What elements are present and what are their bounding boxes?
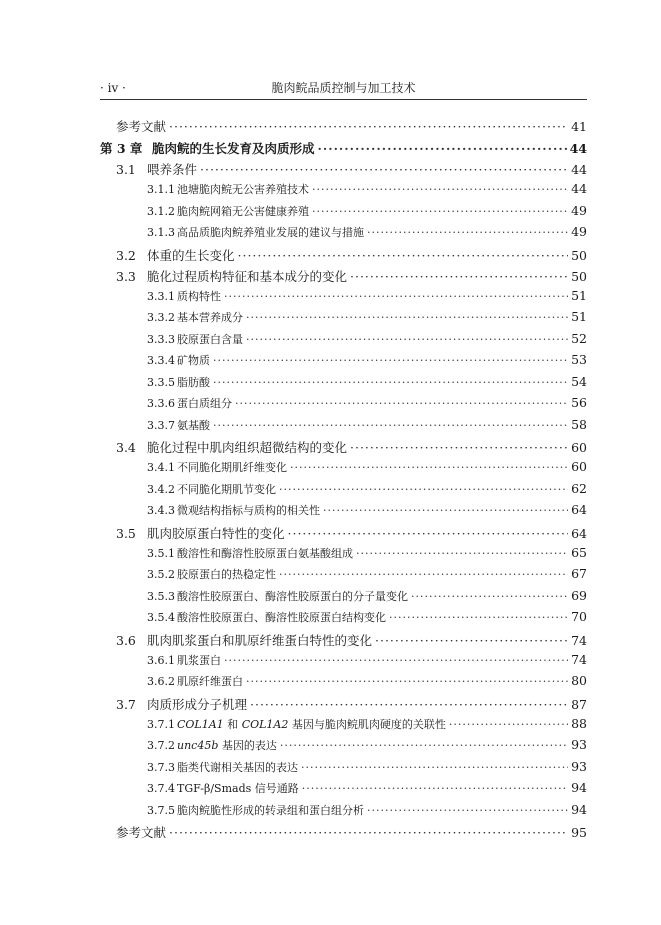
- subsection-number: 3.5.2: [147, 568, 175, 581]
- entry-page: 94: [571, 780, 587, 795]
- toc-entry-3-3-4[interactable]: [100, 352, 587, 374]
- leader-dots: [312, 183, 568, 196]
- gene-name-unc45b: unc45b: [177, 739, 219, 752]
- subsection-title: 脆肉鲩脆性形成的转录组和蛋白组分析: [177, 803, 364, 817]
- subsection-number: 3.3.7: [147, 418, 175, 432]
- toc-entry-3-4-1[interactable]: [100, 459, 587, 481]
- entry-page: 41: [571, 119, 587, 134]
- entry-page: 50: [571, 268, 587, 284]
- leader-dots: [318, 141, 567, 156]
- section-title: 脆化过程中肌肉组织超微结构的变化: [147, 440, 348, 455]
- entry-page: 49: [571, 202, 587, 218]
- leader-dots: [290, 461, 568, 474]
- entry-page: 51: [571, 309, 587, 324]
- leader-dots: [367, 804, 568, 817]
- subsection-title: 脂类代谢相关基因的表达: [177, 760, 298, 774]
- leader-dots: [246, 675, 568, 688]
- section-title: 肌肉胶原蛋白特性的变化: [147, 525, 285, 541]
- subsection-title: 脂肪酸: [177, 375, 210, 389]
- leader-dots: [250, 697, 568, 712]
- toc-entry-chapter-3[interactable]: [100, 139, 587, 160]
- leader-dots: [389, 611, 568, 624]
- entry-page: 60: [571, 459, 587, 474]
- subsection-title: 池塘脆肉鲩无公害养殖技术: [177, 183, 309, 196]
- leader-dots: [235, 397, 568, 410]
- subsection-number: 3.1.1: [147, 183, 175, 196]
- toc-entry-3-7-5[interactable]: [100, 802, 587, 824]
- subsection-title: [177, 716, 446, 732]
- entry-page: 69: [571, 587, 587, 603]
- gene-name-col1a1: COL1A1: [177, 717, 224, 731]
- leader-dots: [449, 718, 568, 731]
- entry-page: 44: [571, 181, 587, 196]
- table-of-contents: [100, 117, 587, 845]
- leader-dots: [200, 162, 568, 177]
- subsection-number: 3.3.4: [147, 354, 175, 367]
- toc-entry-3-4[interactable]: [100, 438, 587, 459]
- toc-entry-3-3-5[interactable]: [100, 374, 587, 396]
- subsection-number: 3.3.3: [147, 332, 175, 346]
- leader-dots: [288, 526, 569, 541]
- toc-entry-3-3-3[interactable]: [100, 331, 587, 353]
- entry-page: 51: [571, 287, 587, 303]
- toc-entry-3-7-1[interactable]: [100, 716, 587, 738]
- entry-page: 58: [571, 416, 587, 432]
- leader-dots: [279, 483, 568, 496]
- subsection-number: 3.4.2: [147, 482, 175, 496]
- subsection-title: 氨基酸: [177, 418, 210, 432]
- entry-page: 64: [571, 525, 587, 541]
- subsection-number: 3.7.3: [147, 760, 175, 774]
- toc-entry-3-7[interactable]: [100, 695, 587, 716]
- subsection-number: 3.5.4: [147, 611, 175, 624]
- chapter-title: 脆肉鲩的生长发育及肉质形成: [152, 141, 315, 156]
- title-connector: 和: [223, 717, 242, 731]
- toc-entry-3-3-1[interactable]: [100, 288, 587, 310]
- entry-page: 44: [569, 141, 587, 156]
- toc-entry-3-7-2[interactable]: [100, 737, 587, 759]
- subsection-number: 3.6.2: [147, 675, 175, 688]
- entry-page: 64: [571, 502, 587, 517]
- toc-entry-3-5-4[interactable]: [100, 609, 587, 631]
- leader-dots: [213, 354, 568, 367]
- subsection-number: 3.1.2: [147, 204, 175, 218]
- toc-entry-3-7-4[interactable]: [100, 780, 587, 802]
- subsection-number: 3.5.1: [147, 546, 175, 560]
- subsection-number: 3.3.2: [147, 311, 175, 324]
- gene-name-col1a2: COL1A2: [241, 717, 289, 731]
- subsection-title: 高品质脆肉鲩养殖业发展的建议与措施: [177, 226, 364, 239]
- section-title: 肌肉肌浆蛋白和肌原纤维蛋白特性的变化: [147, 632, 373, 648]
- subsection-title: 矿物质: [177, 354, 210, 367]
- subsection-number: 3.7.5: [147, 803, 175, 817]
- leader-dots: [350, 440, 568, 455]
- leader-dots: [224, 290, 568, 303]
- leader-dots: [356, 547, 568, 560]
- toc-entry-3-3-2[interactable]: [100, 309, 587, 331]
- toc-entry-3-5[interactable]: [100, 524, 587, 545]
- toc-entry-3-7-3[interactable]: [100, 759, 587, 781]
- subsection-title: 肌原纤维蛋白: [177, 675, 243, 688]
- subsection-title: 蛋白质组分: [177, 397, 232, 410]
- leader-dots: [280, 739, 568, 752]
- toc-entry-3-6-2[interactable]: [100, 673, 587, 695]
- toc-entry-3-1[interactable]: [100, 160, 587, 181]
- subsection-number: 3.3.5: [147, 375, 175, 389]
- entry-page: 49: [571, 224, 587, 239]
- toc-entry-3-1-3[interactable]: [100, 224, 587, 246]
- section-number: 3.2: [116, 247, 136, 263]
- entry-page: 56: [571, 395, 587, 410]
- subsection-title: 质构特性: [177, 289, 221, 303]
- leader-dots: [302, 782, 568, 795]
- entry-page: 74: [571, 632, 587, 648]
- header-rule: [100, 99, 587, 100]
- entry-page: 88: [571, 715, 587, 731]
- toc-entry-3-6-1[interactable]: [100, 652, 587, 674]
- entry-page: 70: [571, 609, 587, 624]
- running-header: [100, 78, 587, 100]
- subsection-title: 酸溶性和酶溶性胶原蛋白氨基酸组成: [177, 546, 353, 560]
- chapter-number: 第 3 章: [100, 141, 143, 156]
- entry-title: 参考文献: [116, 119, 167, 134]
- subsection-number: 3.1.3: [147, 226, 175, 239]
- leader-dots: [213, 419, 568, 432]
- toc-entry-references[interactable]: [100, 117, 587, 139]
- toc-entry-3-5-3[interactable]: [100, 588, 587, 610]
- section-number: 3.6: [116, 632, 136, 648]
- entry-page: 94: [571, 801, 587, 817]
- subsection-title: 不同脆化期肌纤维变化: [177, 461, 287, 474]
- entry-page: 93: [571, 758, 587, 774]
- subsection-number: 3.5.3: [147, 589, 175, 603]
- leader-dots: [238, 248, 569, 263]
- entry-page: 93: [571, 737, 587, 752]
- subsection-number: 3.4.3: [147, 504, 175, 517]
- toc-entry-3-3[interactable]: [100, 267, 587, 288]
- subsection-number: 3.3.1: [147, 289, 175, 303]
- leader-dots: [169, 825, 568, 840]
- entry-page: 52: [571, 330, 587, 346]
- entry-page: 50: [571, 247, 587, 263]
- leader-dots: [312, 205, 568, 218]
- leader-dots: [246, 311, 568, 324]
- entry-page: 95: [571, 825, 587, 840]
- section-number: 3.7: [116, 696, 136, 712]
- subsection-number: 3.7.2: [147, 739, 175, 752]
- subsection-number: 3.4.1: [147, 461, 175, 474]
- section-number: 3.3: [116, 268, 136, 284]
- entry-page: 65: [571, 544, 587, 560]
- subsection-title: 肌浆蛋白: [177, 653, 221, 667]
- toc-entry-3-3-7[interactable]: [100, 417, 587, 439]
- leader-dots: [279, 568, 568, 581]
- leader-dots: [323, 504, 568, 517]
- toc-entry-3-2[interactable]: [100, 246, 587, 267]
- entry-page: 60: [571, 440, 587, 455]
- leader-dots: [224, 654, 568, 667]
- subsection-title: 不同脆化期肌节变化: [177, 482, 276, 496]
- subsection-number: 3.6.1: [147, 653, 175, 667]
- subsection-title: 微观结构指标与质构的相关性: [177, 504, 320, 517]
- subsection-title: 胶原蛋白的热稳定性: [177, 568, 276, 581]
- title-rest: 基因与脆肉鲩肌肉硬度的关联性: [288, 717, 446, 731]
- subsection-title: [177, 737, 277, 753]
- section-number: 3.5: [116, 525, 136, 541]
- toc-entry-3-4-3[interactable]: [100, 502, 587, 524]
- toc-entry-3-4-2[interactable]: [100, 481, 587, 503]
- subsection-number: 3.7.4: [147, 782, 175, 795]
- title-rest: 基因的表达: [218, 739, 277, 752]
- leader-dots: [213, 376, 568, 389]
- section-number: 3.1: [116, 162, 136, 177]
- entry-page: 54: [571, 373, 587, 389]
- toc-entry-3-1-1[interactable]: [100, 181, 587, 203]
- subsection-title: 基本营养成分: [177, 311, 243, 324]
- leader-dots: [350, 269, 568, 284]
- subsection-title: TGF-β/Smads 信号通路: [177, 782, 299, 795]
- section-title: 体重的生长变化: [147, 247, 235, 263]
- subsection-title: 酸溶性胶原蛋白、酶溶性胶原蛋白结构变化: [177, 611, 386, 624]
- toc-entry-3-5-2[interactable]: [100, 566, 587, 588]
- leader-dots: [375, 633, 568, 648]
- entry-title: 参考文献: [116, 825, 167, 840]
- subsection-title: 酸溶性胶原蛋白、酶溶性胶原蛋白的分子量变化: [177, 589, 408, 603]
- toc-entry-3-5-1[interactable]: [100, 545, 587, 567]
- leader-dots: [169, 119, 568, 134]
- leader-dots: [246, 333, 568, 346]
- entry-page: 80: [571, 673, 587, 688]
- leader-dots: [301, 761, 568, 774]
- section-number: 3.4: [116, 440, 136, 455]
- entry-page: 62: [571, 480, 587, 496]
- leader-dots: [411, 590, 568, 603]
- entry-page: 67: [571, 566, 587, 581]
- section-title: 喂养条件: [147, 162, 198, 177]
- page-number-marker: · iv ·: [100, 81, 126, 95]
- entry-page: 87: [571, 696, 587, 712]
- book-title: 脆肉鲩品质控制与加工技术: [271, 81, 416, 95]
- entry-page: 44: [571, 162, 587, 177]
- subsection-number: 3.7.1: [147, 717, 175, 731]
- toc-entry-references[interactable]: [100, 823, 587, 845]
- subsection-title: 脆肉鲩网箱无公害健康养殖: [177, 204, 309, 218]
- entry-page: 53: [571, 352, 587, 367]
- toc-entry-3-1-2[interactable]: [100, 203, 587, 225]
- entry-page: 74: [571, 651, 587, 667]
- section-title: 肉质形成分子机理: [147, 696, 248, 712]
- subsection-title: 胶原蛋白含量: [177, 332, 243, 346]
- toc-entry-3-3-6[interactable]: [100, 395, 587, 417]
- section-title: 脆化过程质构特征和基本成分的变化: [147, 268, 348, 284]
- toc-entry-3-6[interactable]: [100, 631, 587, 652]
- subsection-number: 3.3.6: [147, 397, 175, 410]
- leader-dots: [367, 226, 568, 239]
